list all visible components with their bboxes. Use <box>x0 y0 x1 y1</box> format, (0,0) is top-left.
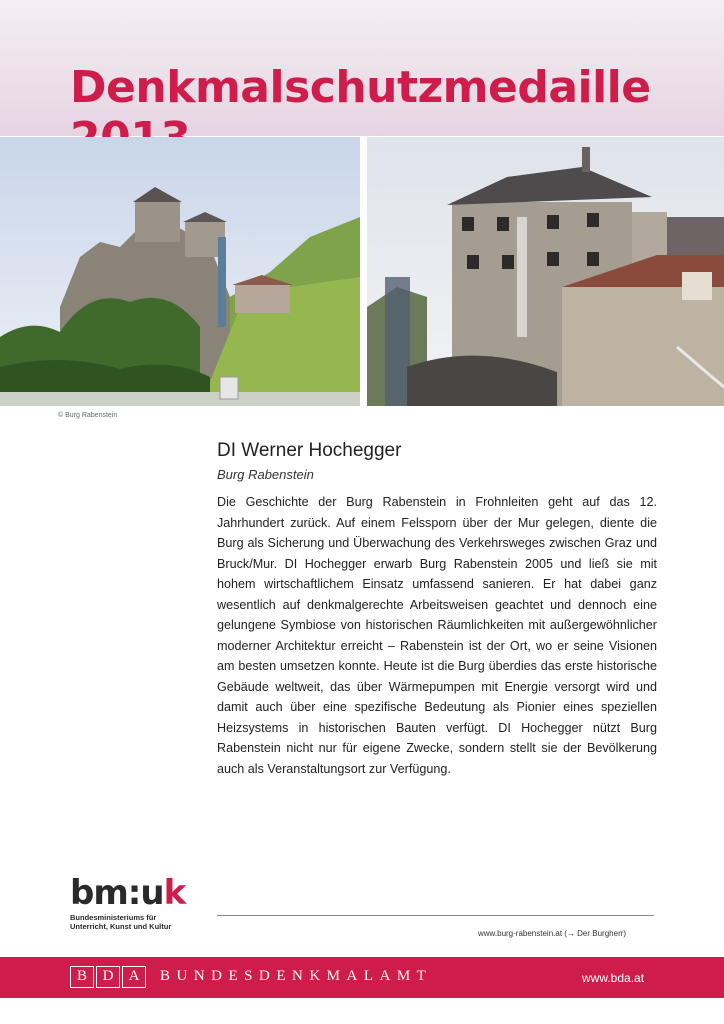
bda-logo <box>70 966 148 988</box>
logo-mark-accent: k <box>163 873 186 913</box>
bda-url-link[interactable]: www.bda.at <box>582 971 645 985</box>
bda-name: BUNDESDENKMALAMT <box>160 968 433 984</box>
logo-line-1: Bundesministeriums für <box>70 913 157 922</box>
divider <box>217 915 654 916</box>
castle-on-rock-photo <box>0 137 360 406</box>
page-title: Denkmalschutzmedaille <box>70 62 651 113</box>
photo-credit: © Burg Rabenstein <box>58 412 118 419</box>
castle-facade-photo <box>367 137 724 406</box>
bda-box-b: B <box>70 966 94 988</box>
footer-band <box>0 957 724 998</box>
bda-box-d: D <box>96 966 120 988</box>
website-link[interactable]: www.burg-rabenstein.at (→ Der Burgherr) <box>478 929 627 938</box>
article-body: Die Geschichte der Burg Rabenstein in Frohnleiten geht auf das 12. Jahrhundert zurück. Auf einem Felssporn über der Mur gelegen, diente die Burg als Sicherung und Überwachung des Verkehrsweges zwischen Graz und Bruck/Mur. DI Hochegger erwarb Burg Rabenstein 2005 und ließ sie mit hohem wirtschaftlichem Einsatz umfassend sanieren. Er hat dabei ganz wesentlich auf denkmalgerechte Arbeitsweisen geachtet und dennoch eine gelungene Symbiose von historischen Räumlichkeiten mit außergewöhnlicher moderner Architektur erreicht – Rabenstein ist der Ort, wo er seine Visionen am besten umsetzen konnte. Heute ist die Burg überdies das erste historische Gebäude weltweit, das über Wärmepumpen mit Energie versorgt wird und damit auch über eine spezifische Bedeutung als Pionier eines speziellen Heizsystems in historischen Bauten verfügt. DI Hochegger nützt Burg Rabenstein nicht nur für eigene Zwecke, sondern stellt sie der Bevölkerung auch als Veranstaltungsort zur Verfügung. <box>217 495 657 776</box>
header-band <box>0 0 724 136</box>
person-name: DI Werner Hochegger <box>217 440 402 461</box>
logo-line-2: Unterricht, Kunst und Kultur <box>70 922 172 931</box>
logo-mark <box>70 873 186 913</box>
article <box>217 440 657 779</box>
bmukk-logo <box>70 873 186 931</box>
bda-box-a: A <box>122 966 146 988</box>
logo-mark-main: bm:u <box>70 873 164 913</box>
article-subtitle: Burg Rabenstein <box>217 467 314 482</box>
